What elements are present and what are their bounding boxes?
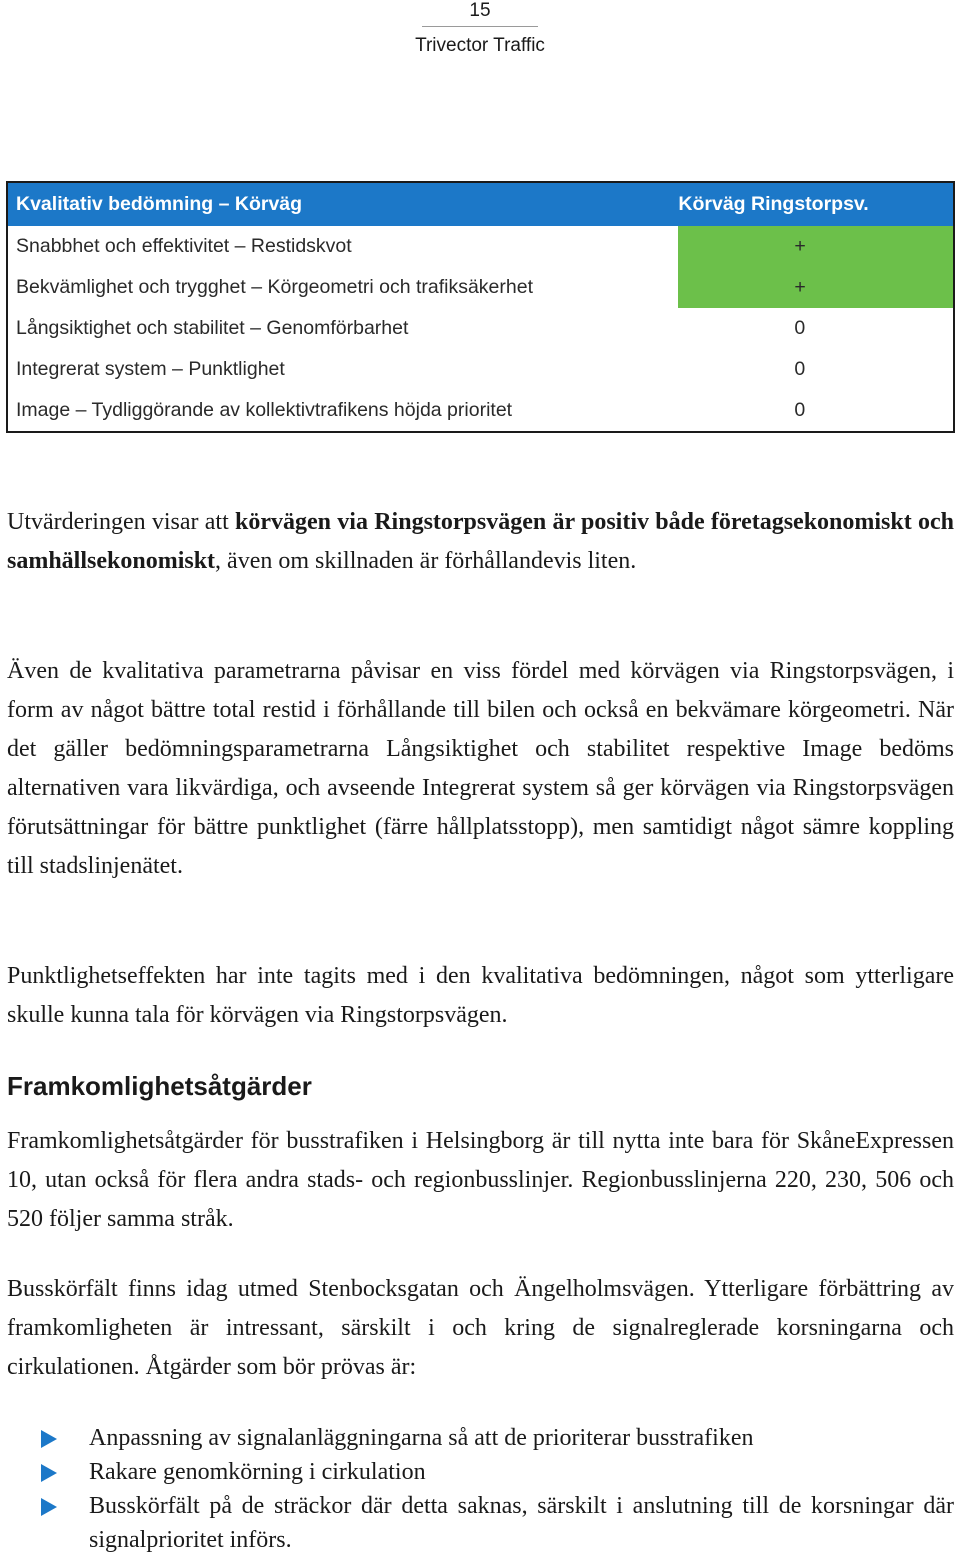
summary-text-start: Utvärderingen visar att — [7, 509, 236, 535]
table-row — [7, 349, 954, 390]
table-cell-value: + — [678, 226, 954, 267]
table-row — [7, 308, 954, 349]
evaluation-table — [6, 181, 955, 433]
measures-list — [7, 1421, 954, 1557]
list-item-text: Rakare genomkörning i cirkulation — [89, 1459, 426, 1485]
section-heading: Framkomlighetsåtgärder — [7, 1071, 312, 1101]
list-item — [7, 1455, 954, 1489]
table-cell-label: Integrerat system – Punktlighet — [16, 358, 285, 380]
paragraph-punctuality: Punktlighetseffekten har inte tagits med i den kvalitativa bedömningen, något som ytterligare skulle kunna tala för körvägen via Ringstorpsvägen. — [7, 963, 954, 1028]
table-row — [7, 390, 954, 432]
table-cell-label: Image – Tydliggörande av kollektivtrafikens höjda prioritet — [16, 399, 513, 421]
table-cell-value: 0 — [794, 358, 806, 380]
table-header-value: Körväg Ringstorpsv. — [678, 182, 954, 226]
list-item-text: Anpassning av signalanläggningarna så att de prioriterar busstrafiken — [89, 1425, 754, 1451]
table-header-label: Kvalitativ bedömning – Körväg — [7, 182, 678, 226]
table-cell-value: + — [678, 267, 954, 308]
arrow-right-icon — [41, 1464, 57, 1482]
table-cell-label: Bekvämlighet och trygghet – Körgeometri och trafiksäkerhet — [16, 276, 534, 298]
header-divider — [422, 26, 538, 27]
arrow-right-icon — [41, 1430, 57, 1448]
table-row — [7, 226, 954, 267]
table-cell-label: Snabbhet och effektivitet – Restidskvot — [16, 235, 352, 257]
paragraph-bus-lanes: Busskörfält finns idag utmed Stenbocksgatan och Ängelholmsvägen. Ytterligare förbättring av framkomligheten är intressant, särskilt i och kring de signalreglerade korsningarna och cirkulationen. Åtgärder som bör prövas är: — [7, 1276, 954, 1380]
list-item — [7, 1421, 954, 1455]
list-item-text: Busskörfält på de sträckor där detta saknas, särskilt i anslutning till de korsningar där signalprioritet införs. — [89, 1493, 954, 1553]
table-cell-value: 0 — [794, 399, 806, 421]
summary-text-end: , även om skillnaden är förhållandevis liten. — [215, 548, 637, 574]
paragraph-measures-intro: Framkomlighetsåtgärder för busstrafiken i Helsingborg är till nytta inte bara för SkåneExpressen 10, utan också för flera andra stads- och regionbusslinjer. Regionbusslinjerna 220, 230, 506 och 520 följer samma stråk. — [7, 1128, 954, 1232]
table-row — [7, 267, 954, 308]
table-body — [7, 226, 954, 432]
paragraph-evaluation-summary — [7, 503, 954, 581]
page-number: 15 — [469, 0, 491, 21]
table-cell-label: Långsiktighet och stabilitet – Genomförbarhet — [16, 317, 409, 339]
summary-text-bold: körvägen via Ringstorpsvägen är positiv både företagsekonomiskt och samhällsekonomiskt — [7, 509, 954, 574]
header-org-name: Trivector Traffic — [415, 35, 545, 56]
table-header-row — [7, 182, 954, 226]
table-cell-value: 0 — [794, 317, 806, 339]
list-item — [7, 1489, 954, 1557]
paragraph-qualitative: Även de kvalitativa parametrarna påvisar en viss fördel med körvägen via Ringstorpsvägen, i form av något bättre total restid i förhållande till bilen och också en bekvämare körgeometri. När det gäller bedömningsparametrarna Långsiktighet och stabilitet respektive Image bedöms alternativen vara likvärdiga, och avseende Integrerat system så ger körvägen via Ringstorpsvägen förutsättningar för bättre punktlighet (färre hållplatsstopp), men samtidigt något sämre koppling till stadslinjenätet. — [7, 658, 954, 879]
arrow-right-icon — [41, 1498, 57, 1516]
